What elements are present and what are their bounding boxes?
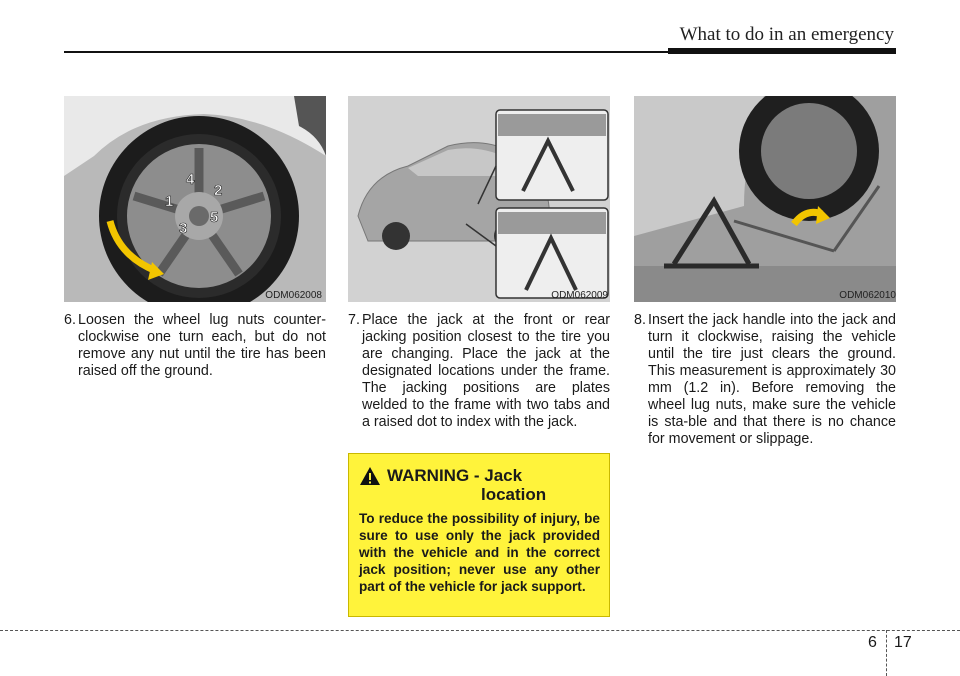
header-title: What to do in an emergency <box>679 24 894 45</box>
step-8 <box>634 312 896 448</box>
figure-code: ODM062009 <box>551 290 608 301</box>
step-7 <box>348 312 610 431</box>
nut-label-3: 3 <box>179 220 188 237</box>
chapter-number: 6 <box>868 634 877 651</box>
figure-jack-positions <box>348 96 610 302</box>
figure-wheel-lug-nuts <box>64 96 326 302</box>
header-rule-accent <box>668 48 896 54</box>
warning-title-line1: WARNING - Jack <box>387 466 523 485</box>
nut-label-2: 2 <box>214 182 223 199</box>
nut-label-4: 4 <box>186 171 195 188</box>
nut-label-1: 1 <box>165 193 174 210</box>
warning-title <box>387 466 597 504</box>
step-number: 7. <box>348 312 360 328</box>
warning-triangle-icon <box>359 466 381 486</box>
nut-label-5: 5 <box>210 209 219 226</box>
page-separator <box>886 630 887 676</box>
figure-jack-handle <box>634 96 896 302</box>
warning-body: To reduce the possibility of injury, be sure to use only the jack provided with the vehicle and in the correct jack position; never use any other part of the vehicle for jack support. <box>359 511 600 594</box>
figure-code: ODM062010 <box>839 290 896 301</box>
step-number: 8. <box>634 312 646 328</box>
warning-box <box>348 453 610 617</box>
warning-title-line2: location <box>481 485 547 504</box>
step-text: Loosen the wheel lug nuts counter-clockwise one turn each, but do not remove any nut until the tire has been raised off the ground. <box>78 312 326 379</box>
step-text: Place the jack at the front or rear jacking position closest to the tire you are changing. Place the jack at the designated locations under the frame. The jacking positions are plates welded to the frame with two tabs and a raised dot to index with the jack. <box>362 312 610 430</box>
page-number: 17 <box>894 634 912 651</box>
step-number: 6. <box>64 312 76 328</box>
step-6 <box>64 312 326 380</box>
footer-rule <box>0 630 960 631</box>
step-text: Insert the jack handle into the jack and turn it clockwise, raising the vehicle until the tire just clears the ground. This measurement is approximately 30 mm (1.2 in). Before removing the wheel lug nuts, make sure the vehicle is sta-ble and that there is no chance for movement or slippage. <box>648 312 896 447</box>
figure-code: ODM062008 <box>265 290 322 301</box>
